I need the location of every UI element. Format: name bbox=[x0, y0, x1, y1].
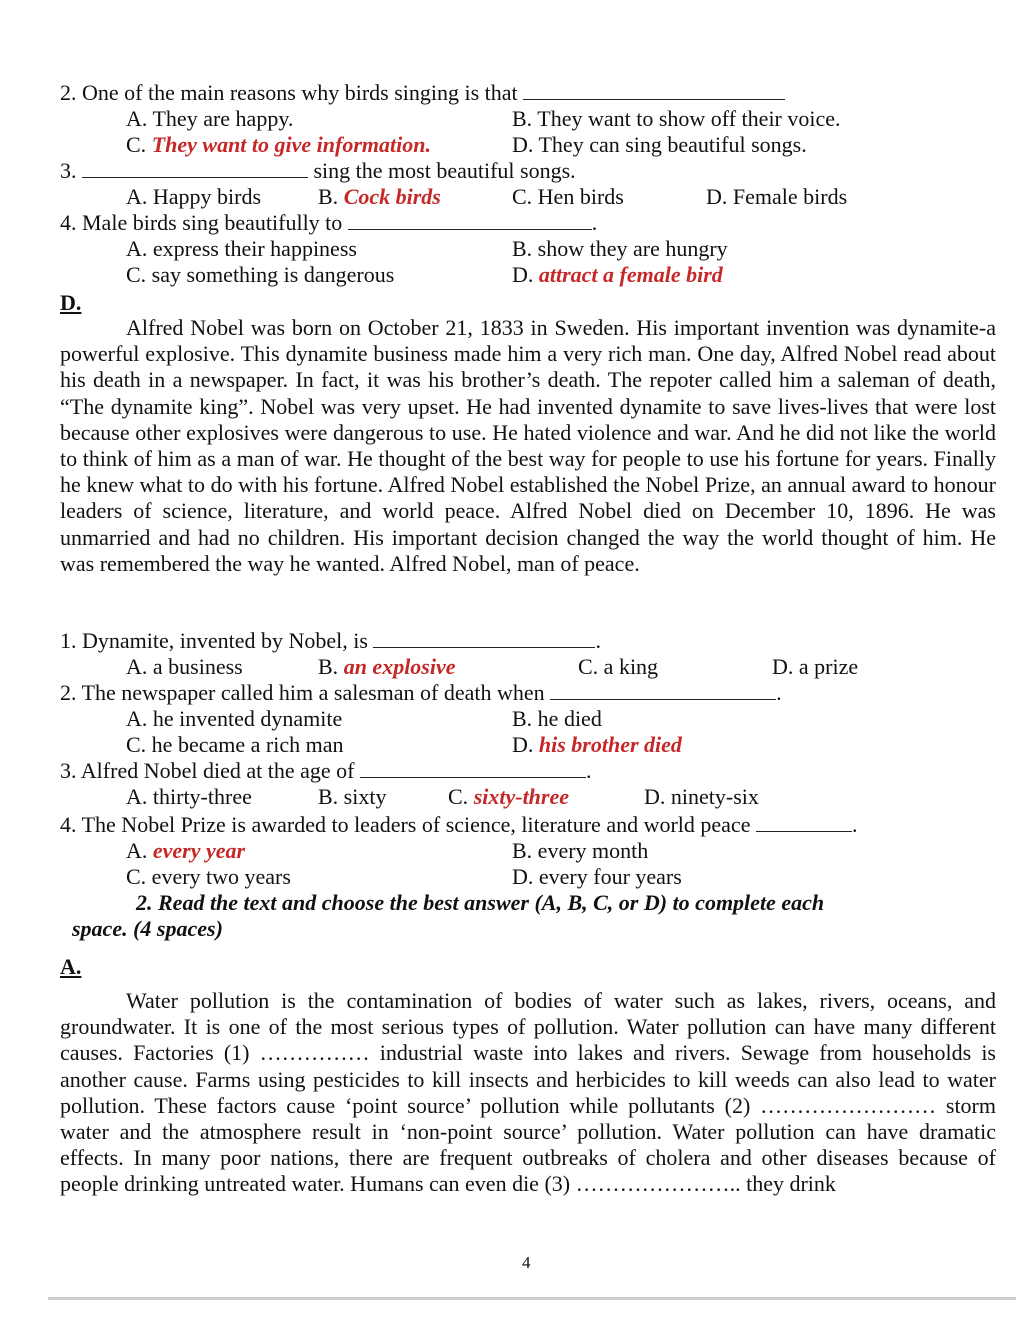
option-d1-b: B. an explosive bbox=[318, 654, 456, 679]
question-c2: 2. One of the main reasons why birds singing is that bbox=[60, 80, 785, 106]
part2-instruction-cont: space. (4 spaces) bbox=[72, 916, 223, 941]
answer-blank bbox=[82, 159, 308, 178]
option-d4-b: B. every month bbox=[512, 838, 649, 863]
question-d4: 4. The Nobel Prize is awarded to leaders of science, literature and world peace . bbox=[60, 812, 858, 837]
option-d1-d: D. a prize bbox=[772, 654, 859, 679]
question-c3: 3. sing the most beautiful songs. bbox=[60, 158, 576, 183]
correct-answer: every year bbox=[152, 838, 246, 863]
correct-answer: Cock birds bbox=[343, 184, 441, 209]
answer-blank bbox=[360, 759, 586, 778]
option-c4-c: C. say something is dangerous bbox=[126, 262, 395, 287]
option-c3-a: A. Happy birds bbox=[126, 184, 262, 209]
section-d-heading: D. bbox=[60, 290, 82, 315]
question-d2: 2. The newspaper called him a salesman of death when . bbox=[60, 680, 782, 705]
question-c4: 4. Male birds sing beautifully to . bbox=[60, 210, 598, 235]
option-d3-b: B. sixty bbox=[318, 784, 387, 809]
correct-answer: sixty-three bbox=[473, 784, 570, 809]
option-d3-a: A. thirty-three bbox=[126, 784, 252, 809]
option-c2-c: C. They want to give information. bbox=[126, 132, 431, 157]
answer-blank bbox=[756, 813, 852, 832]
option-d1-c: C. a king bbox=[578, 654, 659, 679]
page-number: 4 bbox=[522, 1253, 531, 1272]
question-d3: 3. Alfred Nobel died at the age of . bbox=[60, 758, 592, 783]
option-d2-b: B. he died bbox=[512, 706, 602, 731]
option-d4-c: C. every two years bbox=[126, 864, 291, 889]
option-d2-a: A. he invented dynamite bbox=[126, 706, 343, 731]
water-pollution-passage: Water pollution is the contamination of bodies of water such as lakes, rivers, oceans, and groundwater. It is one of the most serious types of pollution. Water pollution can have many different causes. Factories (1) …………… industrial waste into lakes and rivers. Sewage from households is another cause. Farms using pesticides to kill insects and herbicides to kill weeds can also lead to water pollution. These factors cause ‘point source’ pollution while pollutants (2) …………………… storm water and the atmosphere result in ‘non-point source’ pollution. Water pollution can have dramatic effects. In many poor nations, there are frequent outbreaks of cholera and other diseases because of people drinking untreated water. Humans can even die (3) ………………….. they drink bbox=[60, 988, 996, 1197]
question-d1: 1. Dynamite, invented by Nobel, is . bbox=[60, 628, 601, 653]
option-d3-c: C. sixty-three bbox=[448, 784, 570, 809]
option-d2-c: C. he became a rich man bbox=[126, 732, 344, 757]
correct-answer: They want to give information. bbox=[151, 132, 431, 157]
correct-answer: his brother died bbox=[538, 732, 682, 757]
option-c2-b: B. They want to show off their voice. bbox=[512, 106, 841, 131]
footer-divider bbox=[48, 1297, 1016, 1300]
option-d1-a: A. a business bbox=[126, 654, 243, 679]
option-c2-a: A. They are happy. bbox=[126, 106, 294, 131]
option-c2-d: D. They can sing beautiful songs. bbox=[512, 132, 807, 157]
answer-blank bbox=[348, 211, 592, 230]
option-c3-d: D. Female birds bbox=[706, 184, 848, 209]
answer-blank bbox=[523, 81, 785, 100]
option-c3-b: B. Cock birds bbox=[318, 184, 441, 209]
answer-blank bbox=[373, 629, 595, 648]
correct-answer: attract a female bird bbox=[538, 262, 723, 287]
option-d2-d: D. his brother died bbox=[512, 732, 682, 757]
answer-blank bbox=[550, 681, 776, 700]
option-c4-d: D. attract a female bird bbox=[512, 262, 723, 287]
correct-answer: an explosive bbox=[343, 654, 456, 679]
option-c4-a: A. express their happiness bbox=[126, 236, 357, 261]
part2-instruction: 2. Read the text and choose the best answer (A, B, C, or D) to complete each bbox=[136, 890, 825, 915]
option-c4-b: B. show they are hungry bbox=[512, 236, 728, 261]
option-c3-c: C. Hen birds bbox=[512, 184, 624, 209]
nobel-passage: Alfred Nobel was born on October 21, 1833 in Sweden. His important invention was dynamite-a powerful explosive. This dynamite business made him a very rich man. One day, Alfred Nobel read about his death in a newspaper. In fact, it was his brother’s death. The repoter called him a saleman of death, “The dynamite king”. Nobel was very upset. He had invented dynamite to save lives-lives that were lost because other explosives were dangerous to use. He hated violence and war. And he did not like the world to think of him as a man of war. He thought of the best way for people to use his fortune for years. Finally he knew what to do with his fortune. Alfred Nobel established the Nobel Prize, an annual award to honour leaders of science, literature, and world peace. Alfred Nobel died on December 10, 1896. He was unmarried and had no children. His important decision changed the way the world thought of him. He was remembered the way he wanted. Alfred Nobel, man of peace. bbox=[60, 315, 996, 576]
option-d4-d: D. every four years bbox=[512, 864, 682, 889]
option-d4-a: A. every year bbox=[126, 838, 246, 863]
option-d3-d: D. ninety-six bbox=[644, 784, 759, 809]
section-a-heading: A. bbox=[60, 954, 82, 979]
